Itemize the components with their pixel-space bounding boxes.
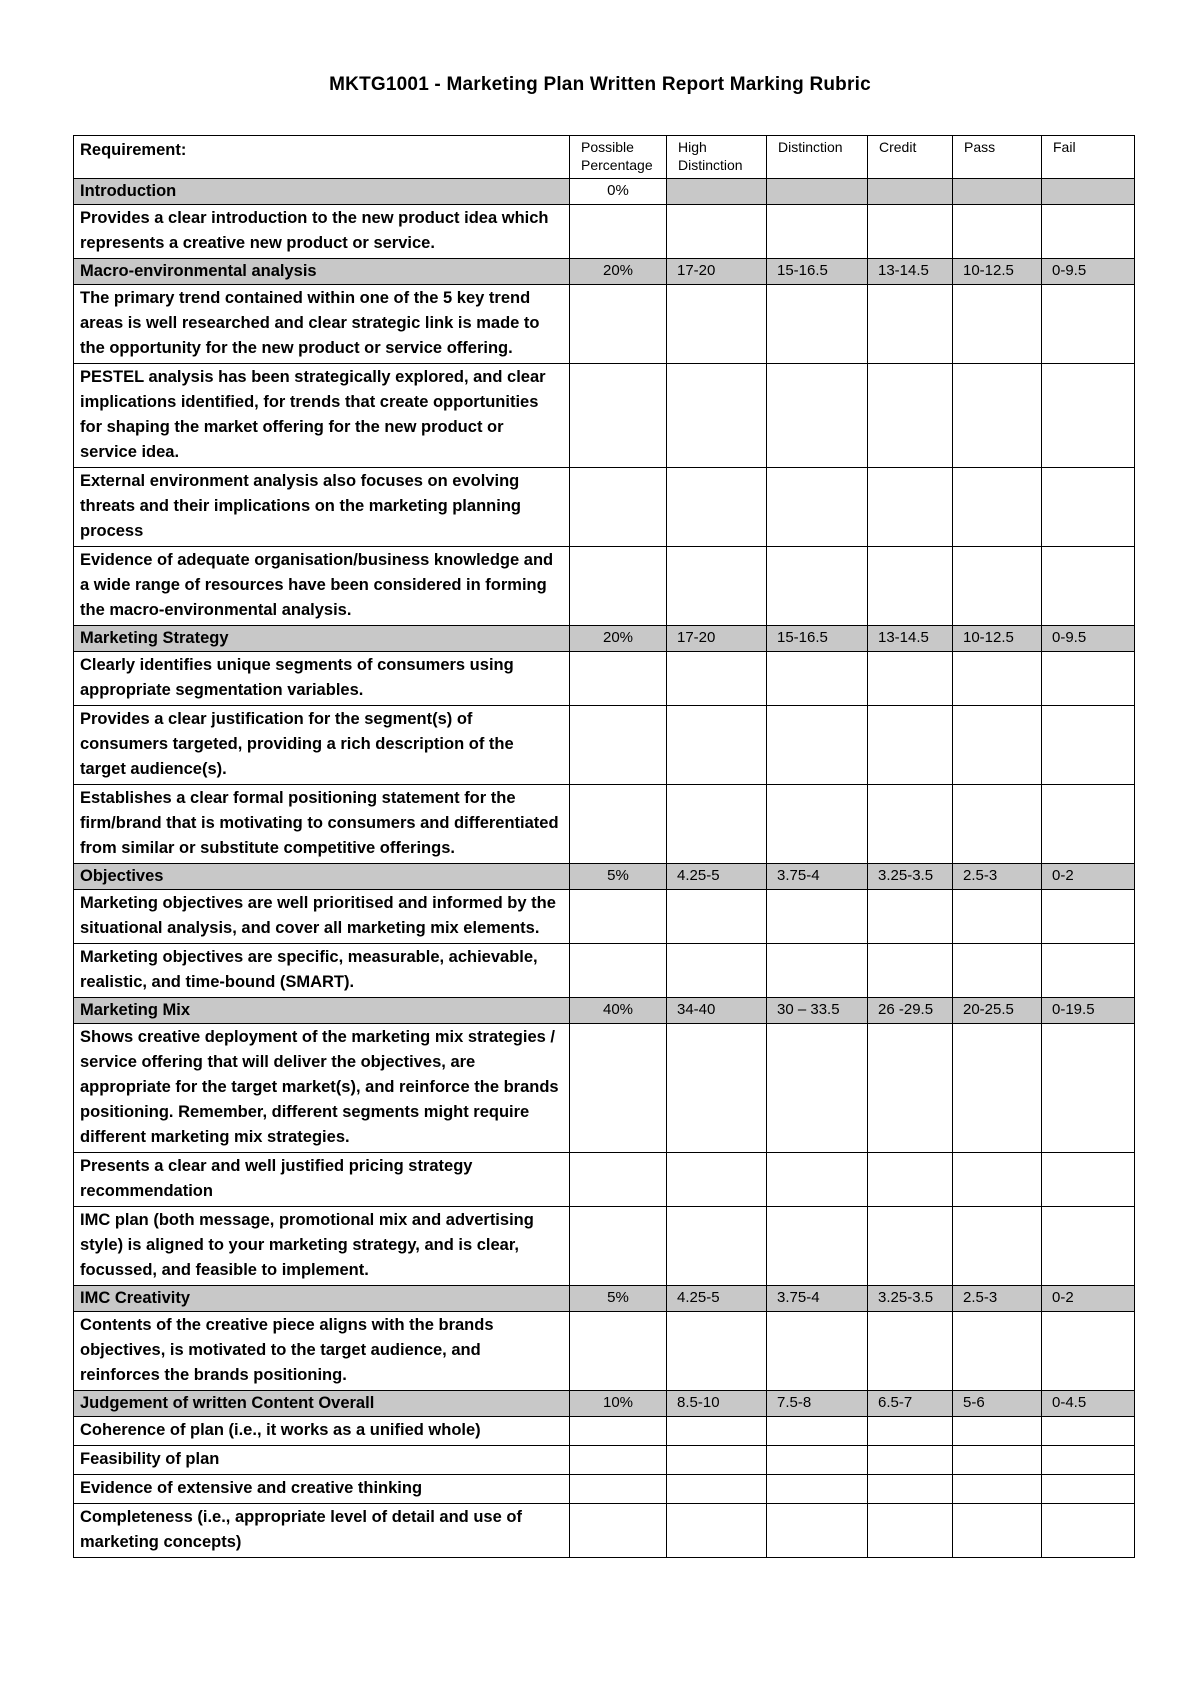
mark-cell-possible-percentage bbox=[570, 1504, 667, 1558]
mark-cell-credit bbox=[868, 547, 953, 626]
mark-cell-pass bbox=[953, 706, 1042, 785]
mark-cell-fail bbox=[1042, 364, 1135, 468]
mark-cell-distinction bbox=[767, 285, 868, 364]
mark-cell-credit bbox=[868, 890, 953, 944]
section-high-distinction: 17-20 bbox=[667, 626, 767, 652]
mark-cell-pass bbox=[953, 1153, 1042, 1207]
section-fail: 0-9.5 bbox=[1042, 259, 1135, 285]
section-possible-percentage: 5% bbox=[570, 864, 667, 890]
mark-cell-credit bbox=[868, 944, 953, 998]
mark-cell-possible-percentage bbox=[570, 1153, 667, 1207]
mark-cell-credit bbox=[868, 364, 953, 468]
criterion-row bbox=[74, 1504, 1135, 1558]
criterion-text: Shows creative deployment of the marketing mix strategies / service offering that will deliver the objectives, are appropriate for the target market(s), and reinforce the brands positioning. Remember, different segments might require different marketing mix strategies. bbox=[74, 1024, 570, 1153]
section-distinction: 15-16.5 bbox=[767, 259, 868, 285]
mark-cell-distinction bbox=[767, 1024, 868, 1153]
mark-cell-fail bbox=[1042, 1504, 1135, 1558]
mark-cell-high-distinction bbox=[667, 944, 767, 998]
mark-cell-fail bbox=[1042, 1312, 1135, 1391]
criterion-text: Evidence of adequate organisation/business knowledge and a wide range of resources have been considered in forming the macro-environmental analysis. bbox=[74, 547, 570, 626]
criterion-row bbox=[74, 652, 1135, 706]
mark-cell-fail bbox=[1042, 1024, 1135, 1153]
section-possible-percentage: 0% bbox=[570, 179, 667, 205]
mark-cell-possible-percentage bbox=[570, 285, 667, 364]
mark-cell-high-distinction bbox=[667, 364, 767, 468]
criterion-row bbox=[74, 1207, 1135, 1286]
mark-cell-credit bbox=[868, 205, 953, 259]
section-possible-percentage: 20% bbox=[570, 626, 667, 652]
mark-cell-credit bbox=[868, 1207, 953, 1286]
mark-cell-pass bbox=[953, 1504, 1042, 1558]
mark-cell-credit bbox=[868, 652, 953, 706]
section-name: Judgement of written Content Overall bbox=[74, 1391, 570, 1417]
section-fail: 0-2 bbox=[1042, 1286, 1135, 1312]
section-name: Objectives bbox=[74, 864, 570, 890]
mark-cell-high-distinction bbox=[667, 1417, 767, 1446]
section-distinction bbox=[767, 179, 868, 205]
criterion-row bbox=[74, 890, 1135, 944]
mark-cell-possible-percentage bbox=[570, 785, 667, 864]
criterion-row bbox=[74, 205, 1135, 259]
mark-cell-distinction bbox=[767, 1312, 868, 1391]
mark-cell-possible-percentage bbox=[570, 1446, 667, 1475]
criterion-row bbox=[74, 1475, 1135, 1504]
header-credit: Credit bbox=[868, 136, 953, 179]
section-row bbox=[74, 179, 1135, 205]
mark-cell-pass bbox=[953, 890, 1042, 944]
mark-cell-high-distinction bbox=[667, 468, 767, 547]
header-fail: Fail bbox=[1042, 136, 1135, 179]
mark-cell-credit bbox=[868, 285, 953, 364]
section-pass: 5-6 bbox=[953, 1391, 1042, 1417]
section-pass: 10-12.5 bbox=[953, 626, 1042, 652]
section-distinction: 3.75-4 bbox=[767, 864, 868, 890]
section-credit: 26 -29.5 bbox=[868, 998, 953, 1024]
header-possible-percentage: Possible Percentage bbox=[570, 136, 667, 179]
criterion-text: Presents a clear and well justified pricing strategy recommendation bbox=[74, 1153, 570, 1207]
section-name: Marketing Mix bbox=[74, 998, 570, 1024]
mark-cell-high-distinction bbox=[667, 1207, 767, 1286]
criterion-text: Evidence of extensive and creative thinking bbox=[74, 1475, 570, 1504]
section-fail: 0-2 bbox=[1042, 864, 1135, 890]
mark-cell-pass bbox=[953, 944, 1042, 998]
criterion-text: Marketing objectives are well prioritised and informed by the situational analysis, and cover all marketing mix elements. bbox=[74, 890, 570, 944]
header-pass: Pass bbox=[953, 136, 1042, 179]
section-name: Macro-environmental analysis bbox=[74, 259, 570, 285]
mark-cell-pass bbox=[953, 364, 1042, 468]
mark-cell-fail bbox=[1042, 652, 1135, 706]
criterion-row bbox=[74, 547, 1135, 626]
mark-cell-fail bbox=[1042, 1153, 1135, 1207]
mark-cell-distinction bbox=[767, 785, 868, 864]
mark-cell-fail bbox=[1042, 285, 1135, 364]
section-row bbox=[74, 259, 1135, 285]
mark-cell-pass bbox=[953, 547, 1042, 626]
criterion-text: Establishes a clear formal positioning statement for the firm/brand that is motivating to consumers and differentiated from similar or substitute competitive offerings. bbox=[74, 785, 570, 864]
section-high-distinction: 17-20 bbox=[667, 259, 767, 285]
section-possible-percentage: 40% bbox=[570, 998, 667, 1024]
mark-cell-high-distinction bbox=[667, 785, 767, 864]
mark-cell-pass bbox=[953, 1312, 1042, 1391]
mark-cell-fail bbox=[1042, 1475, 1135, 1504]
criterion-row bbox=[74, 1153, 1135, 1207]
mark-cell-high-distinction bbox=[667, 890, 767, 944]
criterion-text: Marketing objectives are specific, measurable, achievable, realistic, and time-bound (SMART). bbox=[74, 944, 570, 998]
criterion-text: Provides a clear justification for the segment(s) of consumers targeted, providing a rich description of the target audience(s). bbox=[74, 706, 570, 785]
section-distinction: 30 – 33.5 bbox=[767, 998, 868, 1024]
criterion-text: The primary trend contained within one of the 5 key trend areas is well researched and clear strategic link is made to the opportunity for the new product or service offering. bbox=[74, 285, 570, 364]
section-pass: 20-25.5 bbox=[953, 998, 1042, 1024]
section-row bbox=[74, 998, 1135, 1024]
mark-cell-distinction bbox=[767, 1207, 868, 1286]
mark-cell-possible-percentage bbox=[570, 890, 667, 944]
mark-cell-fail bbox=[1042, 890, 1135, 944]
mark-cell-high-distinction bbox=[667, 205, 767, 259]
mark-cell-pass bbox=[953, 1417, 1042, 1446]
header-distinction: Distinction bbox=[767, 136, 868, 179]
criterion-row bbox=[74, 468, 1135, 547]
section-pass: 10-12.5 bbox=[953, 259, 1042, 285]
header-row bbox=[74, 136, 1135, 179]
criterion-row bbox=[74, 1417, 1135, 1446]
mark-cell-pass bbox=[953, 785, 1042, 864]
mark-cell-distinction bbox=[767, 205, 868, 259]
mark-cell-high-distinction bbox=[667, 1312, 767, 1391]
mark-cell-pass bbox=[953, 468, 1042, 547]
mark-cell-possible-percentage bbox=[570, 364, 667, 468]
criterion-text: Coherence of plan (i.e., it works as a unified whole) bbox=[74, 1417, 570, 1446]
mark-cell-pass bbox=[953, 205, 1042, 259]
section-possible-percentage: 10% bbox=[570, 1391, 667, 1417]
mark-cell-high-distinction bbox=[667, 285, 767, 364]
mark-cell-pass bbox=[953, 1446, 1042, 1475]
mark-cell-pass bbox=[953, 1207, 1042, 1286]
section-row bbox=[74, 626, 1135, 652]
mark-cell-distinction bbox=[767, 364, 868, 468]
section-high-distinction: 4.25-5 bbox=[667, 864, 767, 890]
mark-cell-fail bbox=[1042, 1207, 1135, 1286]
section-distinction: 7.5-8 bbox=[767, 1391, 868, 1417]
mark-cell-pass bbox=[953, 652, 1042, 706]
section-fail: 0-19.5 bbox=[1042, 998, 1135, 1024]
criterion-text: Clearly identifies unique segments of consumers using appropriate segmentation variables. bbox=[74, 652, 570, 706]
section-possible-percentage: 20% bbox=[570, 259, 667, 285]
section-credit: 6.5-7 bbox=[868, 1391, 953, 1417]
criterion-row bbox=[74, 706, 1135, 785]
criterion-row bbox=[74, 1024, 1135, 1153]
section-row bbox=[74, 1391, 1135, 1417]
document-title: MKTG1001 - Marketing Plan Written Report Marking Rubric bbox=[329, 74, 871, 95]
section-pass bbox=[953, 179, 1042, 205]
section-pass: 2.5-3 bbox=[953, 864, 1042, 890]
mark-cell-distinction bbox=[767, 1446, 868, 1475]
section-credit: 13-14.5 bbox=[868, 626, 953, 652]
mark-cell-credit bbox=[868, 1446, 953, 1475]
section-credit bbox=[868, 179, 953, 205]
section-high-distinction: 4.25-5 bbox=[667, 1286, 767, 1312]
section-distinction: 3.75-4 bbox=[767, 1286, 868, 1312]
mark-cell-credit bbox=[868, 1417, 953, 1446]
mark-cell-credit bbox=[868, 1024, 953, 1153]
header-high-distinction: High Distinction bbox=[667, 136, 767, 179]
mark-cell-possible-percentage bbox=[570, 652, 667, 706]
mark-cell-possible-percentage bbox=[570, 205, 667, 259]
mark-cell-distinction bbox=[767, 890, 868, 944]
mark-cell-credit bbox=[868, 706, 953, 785]
mark-cell-distinction bbox=[767, 1504, 868, 1558]
mark-cell-pass bbox=[953, 1024, 1042, 1153]
section-credit: 3.25-3.5 bbox=[868, 1286, 953, 1312]
section-possible-percentage: 5% bbox=[570, 1286, 667, 1312]
section-distinction: 15-16.5 bbox=[767, 626, 868, 652]
mark-cell-distinction bbox=[767, 1475, 868, 1504]
mark-cell-high-distinction bbox=[667, 1446, 767, 1475]
mark-cell-possible-percentage bbox=[570, 1024, 667, 1153]
mark-cell-distinction bbox=[767, 1417, 868, 1446]
mark-cell-high-distinction bbox=[667, 1475, 767, 1504]
mark-cell-credit bbox=[868, 785, 953, 864]
section-high-distinction: 8.5-10 bbox=[667, 1391, 767, 1417]
section-high-distinction bbox=[667, 179, 767, 205]
mark-cell-high-distinction bbox=[667, 706, 767, 785]
mark-cell-distinction bbox=[767, 706, 868, 785]
section-fail: 0-9.5 bbox=[1042, 626, 1135, 652]
criterion-row bbox=[74, 1312, 1135, 1391]
mark-cell-pass bbox=[953, 1475, 1042, 1504]
section-row bbox=[74, 864, 1135, 890]
mark-cell-high-distinction bbox=[667, 1024, 767, 1153]
mark-cell-credit bbox=[868, 1312, 953, 1391]
mark-cell-possible-percentage bbox=[570, 944, 667, 998]
section-credit: 3.25-3.5 bbox=[868, 864, 953, 890]
mark-cell-high-distinction bbox=[667, 1504, 767, 1558]
mark-cell-credit bbox=[868, 1475, 953, 1504]
section-high-distinction: 34-40 bbox=[667, 998, 767, 1024]
header-requirement: Requirement: bbox=[74, 136, 570, 179]
mark-cell-distinction bbox=[767, 944, 868, 998]
section-credit: 13-14.5 bbox=[868, 259, 953, 285]
criterion-text: Contents of the creative piece aligns with the brands objectives, is motivated to the target audience, and reinforces the brands positioning. bbox=[74, 1312, 570, 1391]
section-name: Marketing Strategy bbox=[74, 626, 570, 652]
mark-cell-fail bbox=[1042, 205, 1135, 259]
mark-cell-fail bbox=[1042, 468, 1135, 547]
mark-cell-distinction bbox=[767, 652, 868, 706]
criterion-row bbox=[74, 364, 1135, 468]
section-fail: 0-4.5 bbox=[1042, 1391, 1135, 1417]
mark-cell-high-distinction bbox=[667, 1153, 767, 1207]
criterion-text: PESTEL analysis has been strategically explored, and clear implications identified, for trends that create opportunities for shaping the market offering for the new product or service idea. bbox=[74, 364, 570, 468]
mark-cell-fail bbox=[1042, 547, 1135, 626]
mark-cell-possible-percentage bbox=[570, 1312, 667, 1391]
section-row bbox=[74, 1286, 1135, 1312]
rubric-body bbox=[74, 179, 1135, 1558]
mark-cell-fail bbox=[1042, 706, 1135, 785]
criterion-row bbox=[74, 785, 1135, 864]
mark-cell-possible-percentage bbox=[570, 1417, 667, 1446]
mark-cell-fail bbox=[1042, 785, 1135, 864]
section-name: Introduction bbox=[74, 179, 570, 205]
criterion-row bbox=[74, 285, 1135, 364]
mark-cell-high-distinction bbox=[667, 547, 767, 626]
mark-cell-possible-percentage bbox=[570, 1207, 667, 1286]
criterion-text: IMC plan (both message, promotional mix and advertising style) is aligned to your marketing strategy, and is clear, focussed, and feasible to implement. bbox=[74, 1207, 570, 1286]
mark-cell-distinction bbox=[767, 547, 868, 626]
mark-cell-credit bbox=[868, 468, 953, 547]
criterion-text: Completeness (i.e., appropriate level of detail and use of marketing concepts) bbox=[74, 1504, 570, 1558]
criterion-row bbox=[74, 1446, 1135, 1475]
mark-cell-high-distinction bbox=[667, 652, 767, 706]
mark-cell-credit bbox=[868, 1153, 953, 1207]
mark-cell-possible-percentage bbox=[570, 547, 667, 626]
criterion-text: External environment analysis also focuses on evolving threats and their implications on the marketing planning process bbox=[74, 468, 570, 547]
mark-cell-distinction bbox=[767, 468, 868, 547]
section-fail bbox=[1042, 179, 1135, 205]
mark-cell-possible-percentage bbox=[570, 706, 667, 785]
mark-cell-possible-percentage bbox=[570, 468, 667, 547]
section-name: IMC Creativity bbox=[74, 1286, 570, 1312]
mark-cell-possible-percentage bbox=[570, 1475, 667, 1504]
section-pass: 2.5-3 bbox=[953, 1286, 1042, 1312]
mark-cell-fail bbox=[1042, 1446, 1135, 1475]
mark-cell-fail bbox=[1042, 1417, 1135, 1446]
marking-rubric-table bbox=[73, 135, 1135, 1558]
mark-cell-fail bbox=[1042, 944, 1135, 998]
criterion-row bbox=[74, 944, 1135, 998]
mark-cell-distinction bbox=[767, 1153, 868, 1207]
criterion-text: Feasibility of plan bbox=[74, 1446, 570, 1475]
criterion-text: Provides a clear introduction to the new product idea which represents a creative new product or service. bbox=[74, 205, 570, 259]
mark-cell-credit bbox=[868, 1504, 953, 1558]
mark-cell-pass bbox=[953, 285, 1042, 364]
